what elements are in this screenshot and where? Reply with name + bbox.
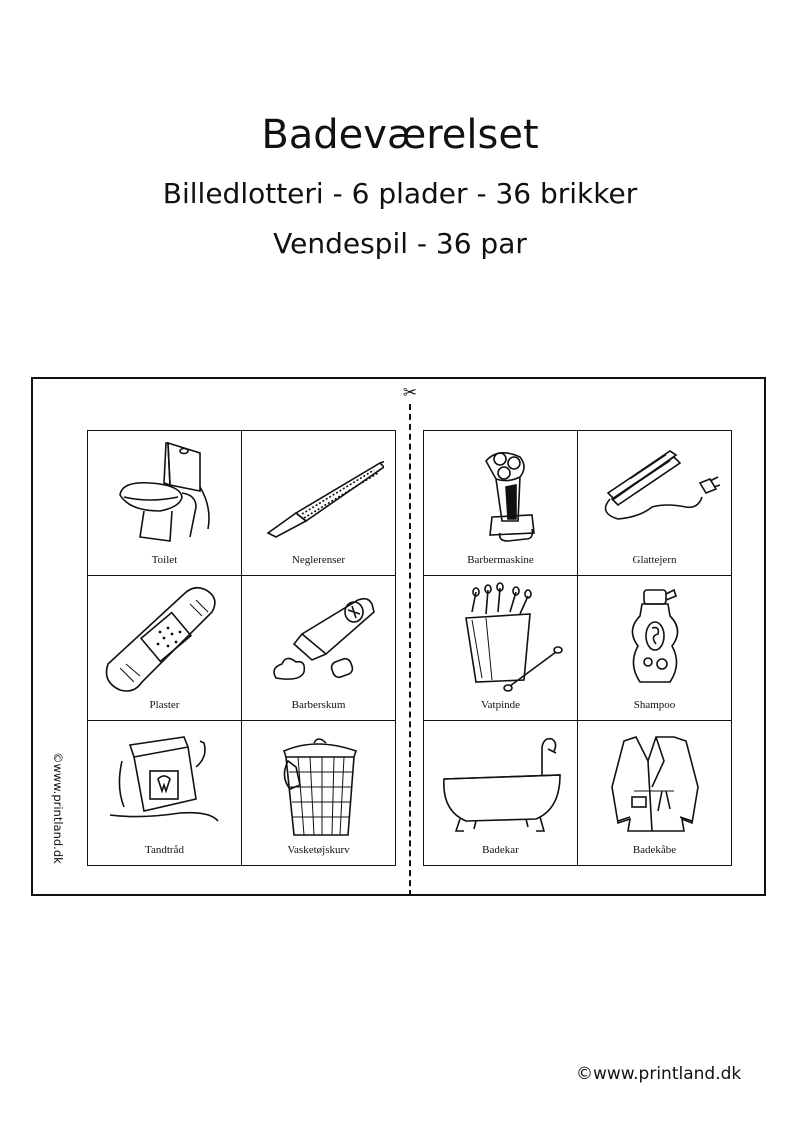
bathrobe-icon: [590, 727, 720, 839]
nail-file-icon: [254, 437, 384, 549]
card-bathtub: [424, 721, 578, 866]
card-label: Plaster: [149, 699, 180, 711]
card-shampoo: [578, 576, 732, 721]
footer-copyright: ©www.printland.dk: [576, 1064, 742, 1084]
cotton-swabs-icon: [436, 582, 566, 694]
card-nail-file: [242, 431, 396, 576]
scissors-icon: ✂: [402, 383, 418, 403]
page-title: Badeværelset: [261, 112, 539, 158]
card-cotton-swabs: [424, 576, 578, 721]
card-label: Tandtråd: [145, 844, 184, 856]
hair-straightener-icon: [590, 437, 720, 549]
card-label: Vasketøjskurv: [287, 844, 350, 856]
card-laundry-basket: [242, 721, 396, 866]
laundry-basket-icon: [254, 727, 384, 839]
page-subtitle: Billedlotteri - 6 plader - 36 brikker: [162, 177, 638, 210]
dental-floss-icon: [100, 727, 230, 839]
card-toilet: [88, 431, 242, 576]
card-label: Glattejern: [632, 554, 677, 566]
shampoo-icon: [590, 582, 720, 694]
card-plaster: [88, 576, 242, 721]
side-copyright: ©www.printland.dk: [51, 752, 65, 864]
left-card-grid: [87, 430, 396, 866]
plaster-icon: [100, 582, 230, 694]
card-label: Badekar: [482, 844, 519, 856]
card-label: Barberskum: [291, 699, 346, 711]
card-label: Barbermaskine: [467, 554, 534, 566]
shaving-foam-icon: [254, 582, 384, 694]
cut-line: [409, 404, 411, 896]
card-label: Neglerenser: [291, 554, 346, 566]
card-electric-shaver: [424, 431, 578, 576]
electric-shaver-icon: [436, 437, 566, 549]
card-dental-floss: [88, 721, 242, 866]
bathtub-icon: [436, 727, 566, 839]
card-label: Shampoo: [633, 699, 676, 711]
card-label: Badekåbe: [632, 844, 677, 856]
card-shaving-foam: [242, 576, 396, 721]
card-hair-straightener: [578, 431, 732, 576]
card-label: Vatpinde: [480, 699, 521, 711]
card-label: Toilet: [151, 554, 178, 566]
page-subtitle-2: Vendespil - 36 par: [273, 227, 527, 260]
toilet-icon: [100, 437, 230, 549]
right-card-grid: [423, 430, 732, 866]
card-bathrobe: [578, 721, 732, 866]
